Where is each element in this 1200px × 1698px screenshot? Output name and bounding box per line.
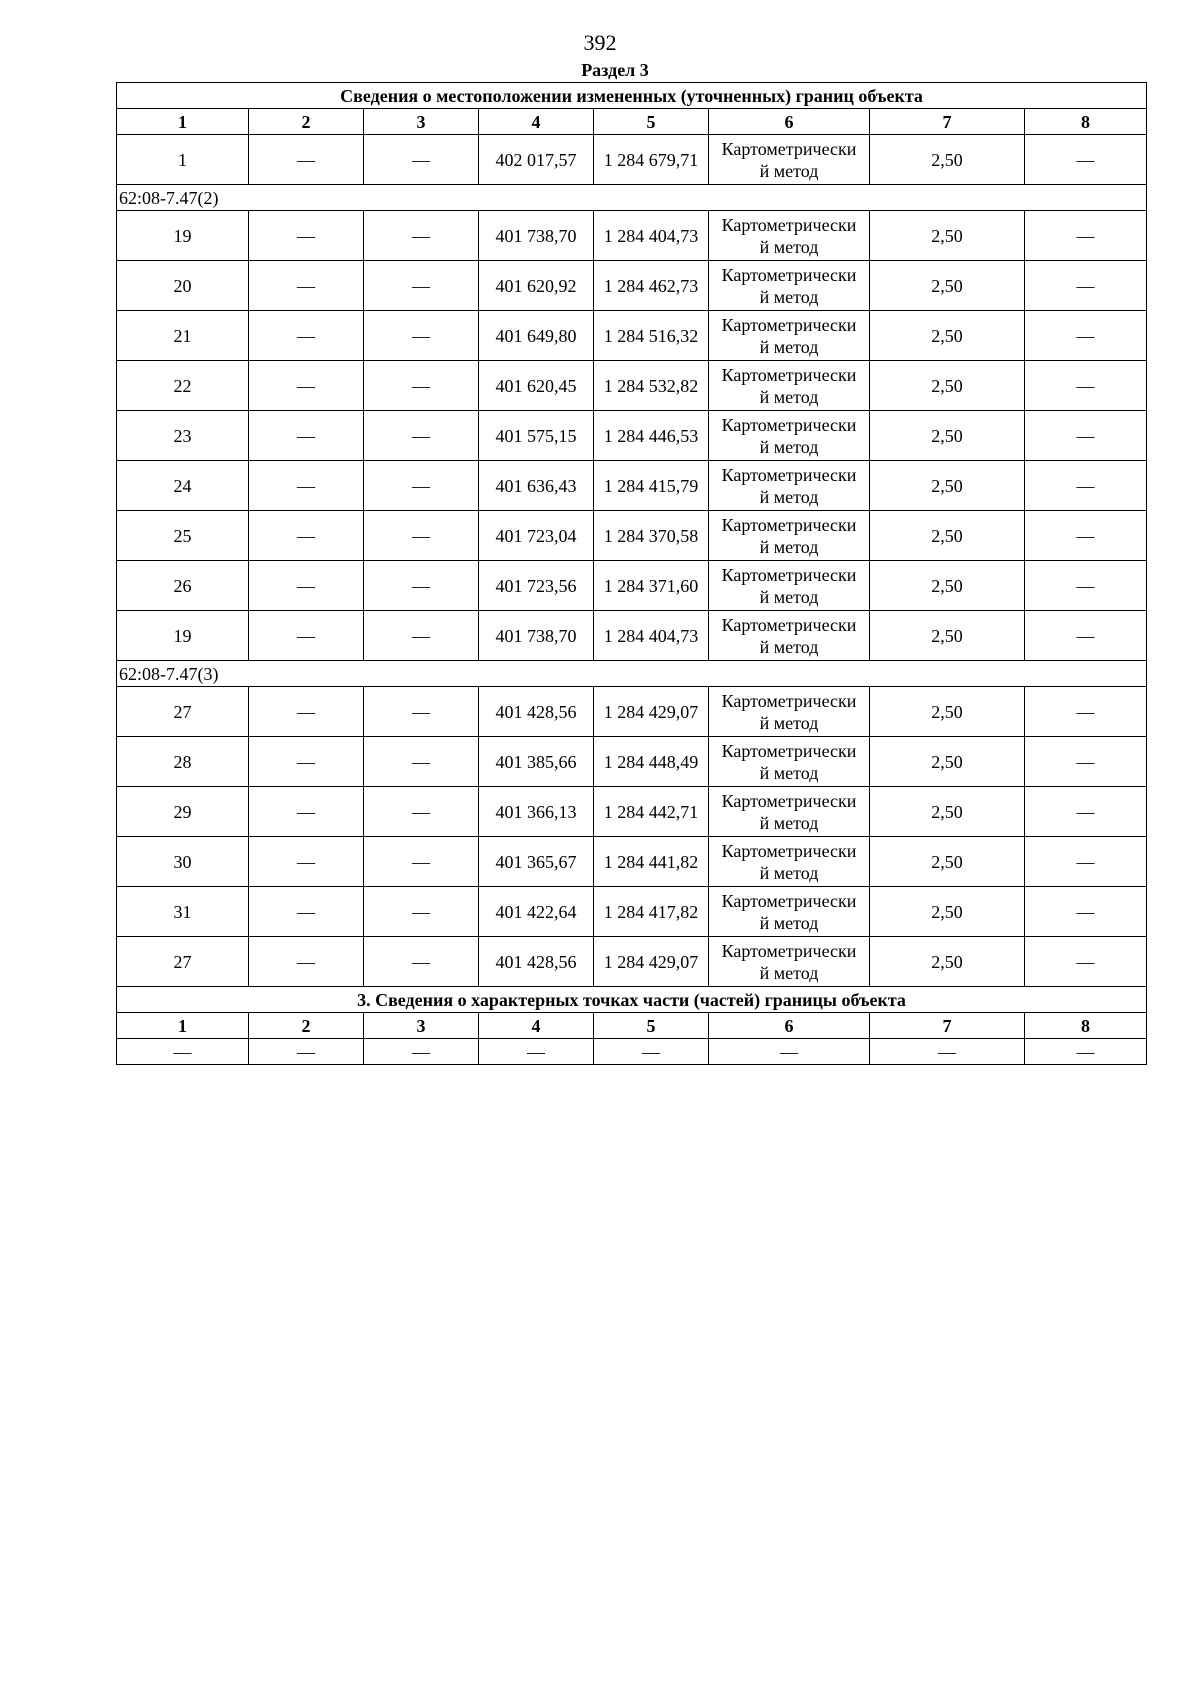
coordinate-x: 401 738,70	[479, 211, 594, 261]
column-header: 1	[117, 1013, 249, 1039]
group-label: 62:08-7.47(2)	[117, 185, 1147, 211]
cell-col3: —	[364, 211, 479, 261]
cell-col2: —	[249, 611, 364, 661]
table-cell: —	[594, 1039, 709, 1065]
accuracy: 2,50	[870, 687, 1025, 737]
coordinate-y: 1 284 448,49	[594, 737, 709, 787]
section-title: Раздел 3	[581, 60, 649, 80]
cell-col2: —	[249, 135, 364, 185]
point-number: 29	[117, 787, 249, 837]
method-line2: й метод	[759, 236, 819, 257]
column-header: 3	[364, 109, 479, 135]
accuracy: 2,50	[870, 461, 1025, 511]
cell-col2: —	[249, 511, 364, 561]
method-line2: й метод	[759, 862, 819, 883]
table-cell: —	[870, 1039, 1025, 1065]
cell-col8: —	[1025, 135, 1147, 185]
cell-col2: —	[249, 411, 364, 461]
cell-col2: —	[249, 361, 364, 411]
method-line2: й метод	[759, 812, 819, 833]
method-line2: й метод	[759, 536, 819, 557]
method-line1: Картометрически	[721, 840, 857, 861]
method-line1: Картометрически	[721, 364, 857, 385]
point-number: 27	[117, 687, 249, 737]
method-line2: й метод	[759, 436, 819, 457]
method-line1: Картометрически	[721, 314, 857, 335]
coordinate-x: 401 738,70	[479, 611, 594, 661]
column-header: 1	[117, 109, 249, 135]
method-line2: й метод	[759, 486, 819, 507]
method-line1: Картометрически	[721, 414, 857, 435]
method-line2: й метод	[759, 160, 819, 181]
cell-col3: —	[364, 737, 479, 787]
group-label: 62:08-7.47(3)	[117, 661, 1147, 687]
coordinate-y: 1 284 371,60	[594, 561, 709, 611]
coordinate-y: 1 284 516,32	[594, 311, 709, 361]
cell-col2: —	[249, 687, 364, 737]
cell-col8: —	[1025, 511, 1147, 561]
table2-title-row	[117, 987, 1147, 1013]
method-line1: Картометрически	[721, 790, 857, 811]
method-cell	[709, 837, 870, 887]
cell-col8: —	[1025, 937, 1147, 987]
cell-col3: —	[364, 511, 479, 561]
coordinate-y: 1 284 404,73	[594, 211, 709, 261]
coordinate-y: 1 284 441,82	[594, 837, 709, 887]
coordinate-x: 401 365,67	[479, 837, 594, 887]
accuracy: 2,50	[870, 611, 1025, 661]
cell-col8: —	[1025, 411, 1147, 461]
cell-col3: —	[364, 261, 479, 311]
table-row	[117, 135, 1147, 185]
coordinate-x: 401 620,45	[479, 361, 594, 411]
method-line1: Картометрически	[721, 264, 857, 285]
accuracy: 2,50	[870, 311, 1025, 361]
cell-col3: —	[364, 937, 479, 987]
coordinate-y: 1 284 462,73	[594, 261, 709, 311]
method-cell	[709, 937, 870, 987]
coordinate-y: 1 284 446,53	[594, 411, 709, 461]
column-header: 3	[364, 1013, 479, 1039]
method-cell	[709, 211, 870, 261]
method-cell	[709, 737, 870, 787]
method-line1: Картометрически	[721, 514, 857, 535]
coordinate-x: 401 422,64	[479, 887, 594, 937]
method-cell	[709, 511, 870, 561]
cell-col3: —	[364, 411, 479, 461]
cell-col3: —	[364, 561, 479, 611]
cell-col2: —	[249, 261, 364, 311]
method-cell	[709, 787, 870, 837]
table-row	[117, 937, 1147, 987]
column-header: 2	[249, 1013, 364, 1039]
group-header-row	[117, 185, 1147, 211]
cell-col8: —	[1025, 211, 1147, 261]
method-cell	[709, 411, 870, 461]
table-cell: —	[1025, 1039, 1147, 1065]
method-line2: й метод	[759, 386, 819, 407]
cell-col3: —	[364, 611, 479, 661]
cell-col8: —	[1025, 461, 1147, 511]
point-number: 28	[117, 737, 249, 787]
column-header: 6	[709, 109, 870, 135]
column-header: 5	[594, 109, 709, 135]
point-number: 22	[117, 361, 249, 411]
method-line2: й метод	[759, 912, 819, 933]
cell-col8: —	[1025, 837, 1147, 887]
method-line1: Картометрически	[721, 690, 857, 711]
column-header: 8	[1025, 109, 1147, 135]
cell-col3: —	[364, 687, 479, 737]
coordinate-y: 1 284 429,07	[594, 687, 709, 737]
coordinate-x: 401 723,56	[479, 561, 594, 611]
method-line1: Картометрически	[721, 890, 857, 911]
accuracy: 2,50	[870, 737, 1025, 787]
method-line1: Картометрически	[721, 940, 857, 961]
table2-title: 3. Сведения о характерных точках части (частей) границы объекта	[117, 987, 1147, 1013]
accuracy: 2,50	[870, 211, 1025, 261]
cell-col2: —	[249, 737, 364, 787]
method-cell	[709, 261, 870, 311]
table-row	[117, 261, 1147, 311]
accuracy: 2,50	[870, 135, 1025, 185]
method-line1: Картометрически	[721, 564, 857, 585]
table-row	[117, 311, 1147, 361]
coordinate-x: 401 636,43	[479, 461, 594, 511]
cell-col3: —	[364, 787, 479, 837]
method-line2: й метод	[759, 712, 819, 733]
table-row	[117, 737, 1147, 787]
page-number: 392	[583, 30, 617, 55]
cell-col2: —	[249, 937, 364, 987]
point-number: 20	[117, 261, 249, 311]
cell-col8: —	[1025, 737, 1147, 787]
coordinate-y: 1 284 370,58	[594, 511, 709, 561]
cell-col2: —	[249, 311, 364, 361]
coordinate-y: 1 284 415,79	[594, 461, 709, 511]
method-cell	[709, 561, 870, 611]
table-row	[117, 887, 1147, 937]
column-header: 4	[479, 1013, 594, 1039]
column-header: 7	[870, 1013, 1025, 1039]
accuracy: 2,50	[870, 561, 1025, 611]
column-header: 2	[249, 109, 364, 135]
coordinate-x: 401 385,66	[479, 737, 594, 787]
method-line1: Картометрически	[721, 614, 857, 635]
table-cell: —	[364, 1039, 479, 1065]
coordinate-x: 401 575,15	[479, 411, 594, 461]
cell-col2: —	[249, 561, 364, 611]
cell-col8: —	[1025, 787, 1147, 837]
column-header: 5	[594, 1013, 709, 1039]
point-number: 27	[117, 937, 249, 987]
cell-col8: —	[1025, 311, 1147, 361]
column-header: 8	[1025, 1013, 1147, 1039]
column-header: 6	[709, 1013, 870, 1039]
point-number: 1	[117, 135, 249, 185]
table-cell: —	[117, 1039, 249, 1065]
method-line1: Картометрически	[721, 214, 857, 235]
point-number: 25	[117, 511, 249, 561]
table-row	[117, 461, 1147, 511]
table-row	[117, 561, 1147, 611]
accuracy: 2,50	[870, 787, 1025, 837]
table-row	[117, 837, 1147, 887]
point-number: 19	[117, 611, 249, 661]
cell-col8: —	[1025, 887, 1147, 937]
coordinate-x: 402 017,57	[479, 135, 594, 185]
method-cell	[709, 135, 870, 185]
method-cell	[709, 611, 870, 661]
accuracy: 2,50	[870, 411, 1025, 461]
cell-col2: —	[249, 837, 364, 887]
method-cell	[709, 361, 870, 411]
table-row	[117, 361, 1147, 411]
cell-col2: —	[249, 211, 364, 261]
table-row	[117, 611, 1147, 661]
table-row	[117, 787, 1147, 837]
column-header-row	[117, 109, 1147, 135]
point-number: 30	[117, 837, 249, 887]
cell-col3: —	[364, 361, 479, 411]
table-row	[117, 511, 1147, 561]
cell-col3: —	[364, 461, 479, 511]
point-number: 31	[117, 887, 249, 937]
method-line1: Картометрически	[721, 740, 857, 761]
table2-row	[117, 1039, 1147, 1065]
accuracy: 2,50	[870, 837, 1025, 887]
method-cell	[709, 461, 870, 511]
method-line2: й метод	[759, 962, 819, 983]
accuracy: 2,50	[870, 261, 1025, 311]
coordinate-x: 401 428,56	[479, 937, 594, 987]
method-cell	[709, 887, 870, 937]
column-header: 4	[479, 109, 594, 135]
table-cell: —	[249, 1039, 364, 1065]
cell-col8: —	[1025, 561, 1147, 611]
table-title-row	[117, 83, 1147, 109]
method-line1: Картометрически	[721, 138, 857, 159]
table-row	[117, 687, 1147, 737]
cell-col8: —	[1025, 361, 1147, 411]
coordinate-x: 401 723,04	[479, 511, 594, 561]
cell-col3: —	[364, 135, 479, 185]
coordinate-x: 401 428,56	[479, 687, 594, 737]
cell-col3: —	[364, 837, 479, 887]
table-title: Сведения о местоположении измененных (уточненных) границ объекта	[117, 83, 1147, 109]
method-cell	[709, 687, 870, 737]
method-cell	[709, 311, 870, 361]
point-number: 26	[117, 561, 249, 611]
coordinate-y: 1 284 417,82	[594, 887, 709, 937]
table-body	[117, 83, 1147, 1065]
accuracy: 2,50	[870, 361, 1025, 411]
method-line2: й метод	[759, 762, 819, 783]
table-row	[117, 411, 1147, 461]
group-header-row	[117, 661, 1147, 687]
point-number: 23	[117, 411, 249, 461]
coordinates-table	[116, 82, 1147, 1065]
cell-col8: —	[1025, 261, 1147, 311]
coordinate-x: 401 366,13	[479, 787, 594, 837]
table-row	[117, 211, 1147, 261]
cell-col8: —	[1025, 611, 1147, 661]
method-line2: й метод	[759, 586, 819, 607]
cell-col2: —	[249, 887, 364, 937]
cell-col3: —	[364, 311, 479, 361]
accuracy: 2,50	[870, 511, 1025, 561]
coordinate-x: 401 620,92	[479, 261, 594, 311]
table-cell: —	[709, 1039, 870, 1065]
accuracy: 2,50	[870, 937, 1025, 987]
point-number: 19	[117, 211, 249, 261]
accuracy: 2,50	[870, 887, 1025, 937]
point-number: 24	[117, 461, 249, 511]
coordinate-y: 1 284 442,71	[594, 787, 709, 837]
method-line2: й метод	[759, 286, 819, 307]
cell-col2: —	[249, 461, 364, 511]
coordinate-y: 1 284 679,71	[594, 135, 709, 185]
coordinate-y: 1 284 532,82	[594, 361, 709, 411]
table2-column-header-row	[117, 1013, 1147, 1039]
cell-col3: —	[364, 887, 479, 937]
coordinate-y: 1 284 404,73	[594, 611, 709, 661]
cell-col8: —	[1025, 687, 1147, 737]
method-line2: й метод	[759, 636, 819, 657]
coordinate-y: 1 284 429,07	[594, 937, 709, 987]
coordinate-x: 401 649,80	[479, 311, 594, 361]
column-header: 7	[870, 109, 1025, 135]
point-number: 21	[117, 311, 249, 361]
method-line2: й метод	[759, 336, 819, 357]
table-cell: —	[479, 1039, 594, 1065]
cell-col2: —	[249, 787, 364, 837]
method-line1: Картометрически	[721, 464, 857, 485]
